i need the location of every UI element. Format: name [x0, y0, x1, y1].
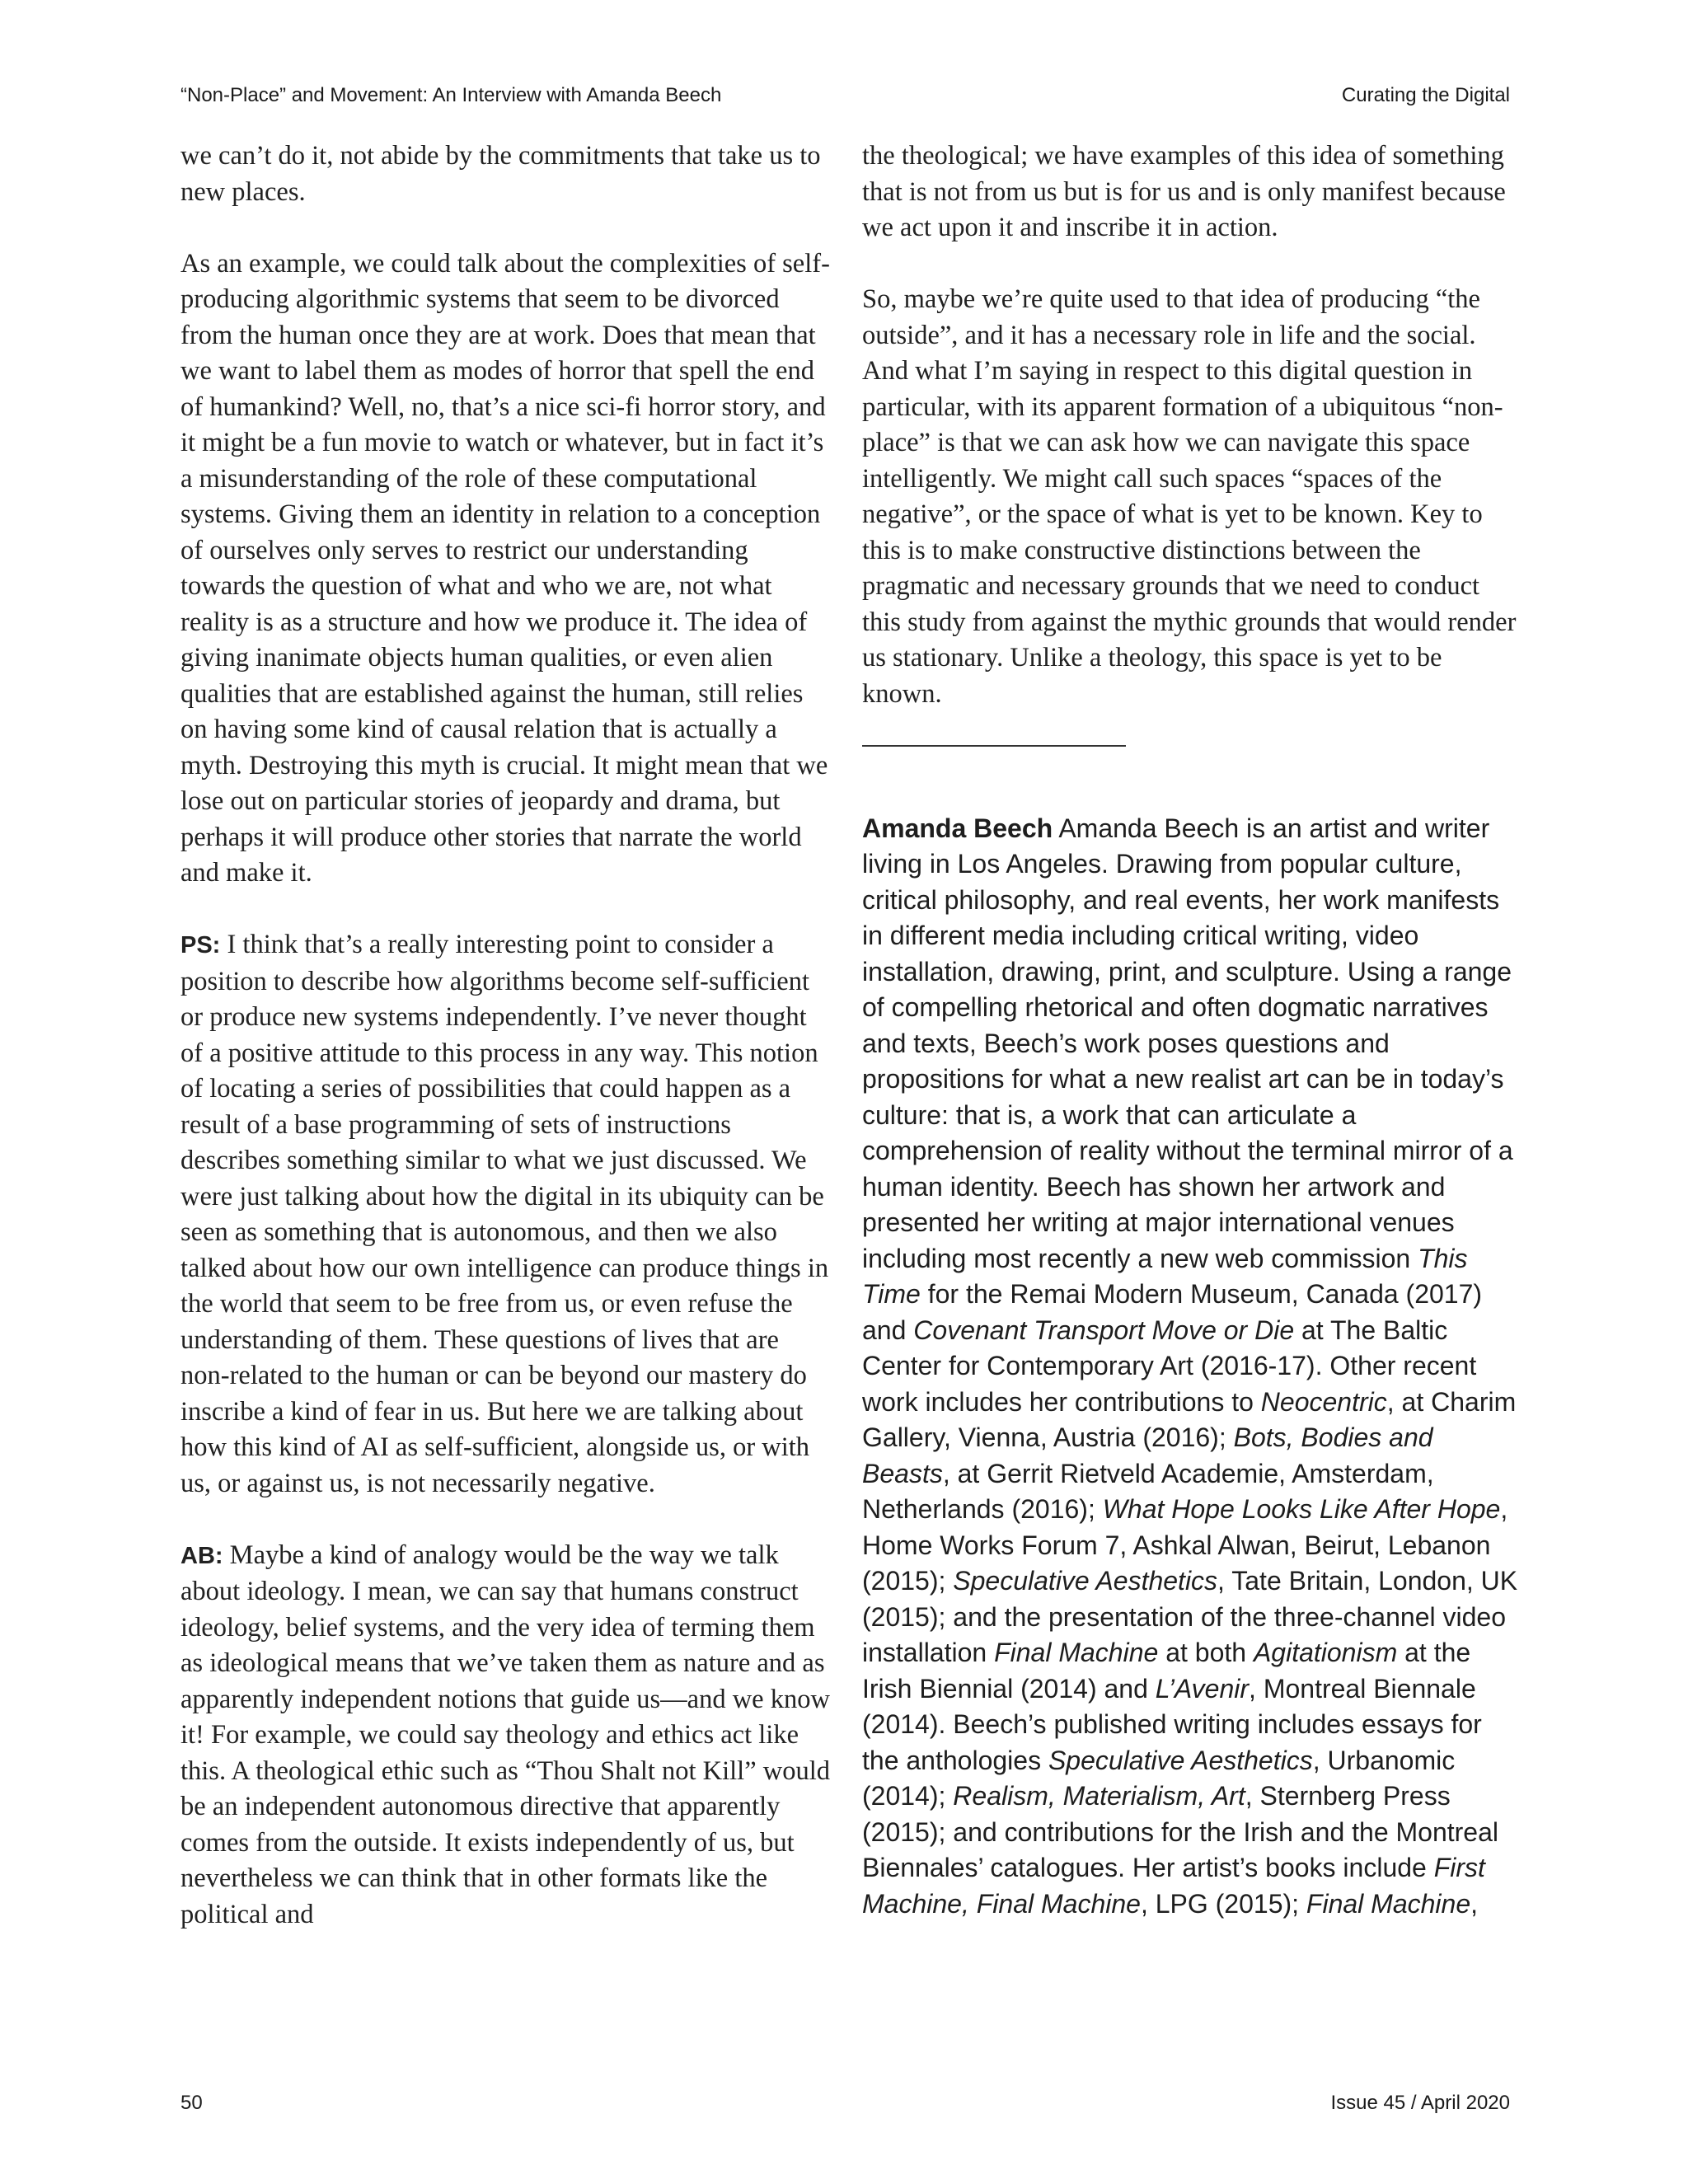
left-column — [181, 138, 832, 1969]
right-column — [862, 138, 1522, 1922]
speaker-label: PS: — [181, 932, 221, 958]
paragraph-text: I think that’s a really interesting point to consider a position to describe how algorithms become self-sufficient or produce new systems independently. I’ve never thought of a positive attitude to this process in any way. This notion of locating a series of possibilities that could happen as a result of a base programming of sets of instructions describes something similar to what we just discussed. We were just talking about how the digital in its ubiquity can be seen as something that is autonomous, and then we also talked about how our own intelligence can produce things in the world that seem to be free from us, or even refuse the understanding of them. These questions of lives that are non-related to the human or can be beyond our mastery do inscribe a kind of fear in us. But here we are talking about how this kind of AI as self-sufficient, alongside us, or with us, or against us, is not necessarily negative. — [181, 930, 829, 1498]
speaker-label: AB: — [181, 1542, 223, 1569]
work-title: Speculative Aesthetics — [1048, 1745, 1313, 1775]
work-title: What Hope Looks Like After Hope — [1102, 1494, 1501, 1524]
divider — [862, 745, 1126, 747]
paragraph: So, maybe we’re quite used to that idea of producing “the outside”, and it has a necessary role in life and the social. And what I’m saying in respect to this digital question in particular, with its apparent formation of a ubiquitous “non-place” is that we can ask how we can navigate this space intelligently. We might call such spaces “spaces of the negative”, or the space of what is yet to be known. Key to this is to make constructive distinctions between the pragmatic and necessary grounds that we need to conduct this study from against the mythic grounds that would render us stationary. Unlike a theology, this space is yet to be known. — [862, 284, 1517, 709]
issue-label: Issue 45 / April 2020 — [1330, 2092, 1510, 2114]
paragraph: the theological; we have examples of this idea of something that is not from us but is for us and is only manifest because we act upon it and inscribe it in action. — [862, 141, 1506, 242]
work-title: Bots, Bodies and Beasts — [862, 1422, 1433, 1488]
author-bio: Amanda Beech Amanda Beech is an artist and writer living in Los Angeles. Drawing from popular culture, critical philosophy, and real events, her work manifests in different media including critical writing, video installation, drawing, print, and sculpture. Using a range of compelling rhetorical and often dogmatic narratives and texts, Beech’s work poses questions and propositions for what a new realist art can be in today’s culture: that is, a work that can articulate a comprehension of reality without the terminal mirror of a human identity. Beech has shown her artwork and presented her writing at major international venues including most recently a new web commission This Time for the Remai Modern Museum, Canada (2017) and Covenant Transport Move or Die at The Baltic Center for Contemporary Art (2016-17). Other recent work includes her contributions to Neocentric, at Charim Gallery, Vienna, Austria (2016); Bots, Bodies and Beasts, at Gerrit Rietveld Academie, Amsterdam, Netherlands (2016); What Hope Looks Like After Hope, Home Works Forum 7, Ashkal Alwan, Beirut, Lebanon (2015); Speculative Aesthetics, Tate Britain, London, UK (2015); and the presentation of the three-channel video installation Final Machine at both Agitationism at the Irish Biennial (2014) and L’Avenir, Montreal Biennale (2014). Beech’s published writing includes essays for the anthologies Speculative Aesthetics, Urbanomic (2014); Realism, Materialism, Art, Sternberg Press (2015); and contributions for the Irish and the Montreal Biennales’ catalogues. Her artist’s books include First Machine, Final Machine, LPG (2015); Final Machine, — [862, 813, 1518, 1919]
work-title: This Time — [862, 1243, 1468, 1309]
page-number: 50 — [181, 2092, 203, 2114]
work-title: Final Machine — [994, 1638, 1159, 1667]
work-title: L’Avenir — [1155, 1673, 1250, 1704]
running-header-title: “Non-Place” and Movement: An Interview with Amanda Beech — [181, 84, 722, 106]
paragraph — [181, 1538, 832, 1933]
paragraph-text: Maybe a kind of analogy would be the way we talk about ideology. I mean, we can say that humans construct ideology, belief systems, and the very idea of terming them as ideological means that we’ve taken them as nature and as apparently independent notions that guide us—and we know it! For example, we could say theology and ethics act like this. A theological ethic such as “Thou Shalt not Kill” would be an independent autonomous directive that apparently comes from the outside. It exists independently of us, but nevertheless we can think that in other formats like the political and — [181, 1540, 831, 1929]
paragraph — [181, 927, 832, 1502]
work-title: Speculative Aesthetics — [953, 1566, 1218, 1596]
running-header-section: Curating the Digital — [1341, 84, 1510, 106]
work-title: First Machine, Final Machine — [862, 1853, 1485, 1919]
work-title: Agitationism — [1253, 1638, 1398, 1667]
work-title: Final Machine — [1306, 1888, 1471, 1919]
work-title: Neocentric — [1260, 1386, 1387, 1417]
work-title: Covenant Transport Move or Die — [913, 1315, 1295, 1345]
work-title: Realism, Materialism, Art — [953, 1781, 1245, 1811]
paragraph: As an example, we could talk about the complexities of self-producing algorithmic systems that seem to be divorced from the human once they are at work. Does that mean that we want to label them as modes of horror that spell the end of humankind? Well, no, that’s a nice sci-fi horror story, and it might be a fun movie to watch or whatever, but in fact it’s a misunderstanding of the role of these computational systems. Giving them an identity in relation to a conception of ourselves only serves to restrict our understanding towards the question of what and who we are, not what reality is as a structure and how we produce it. The idea of giving inanimate objects human qualities, or even alien qualities that are established against the human, still relies on having some kind of causal relation that is actually a myth. Destroying this myth is crucial. It might mean that we lose out on particular stories of jeopardy and drama, but perhaps it will produce other stories that narrate the world and make it. — [181, 248, 830, 888]
bio-name: Amanda Beech — [862, 813, 1053, 843]
paragraph: we can’t do it, not abide by the commitments that take us to new places. — [181, 141, 821, 207]
